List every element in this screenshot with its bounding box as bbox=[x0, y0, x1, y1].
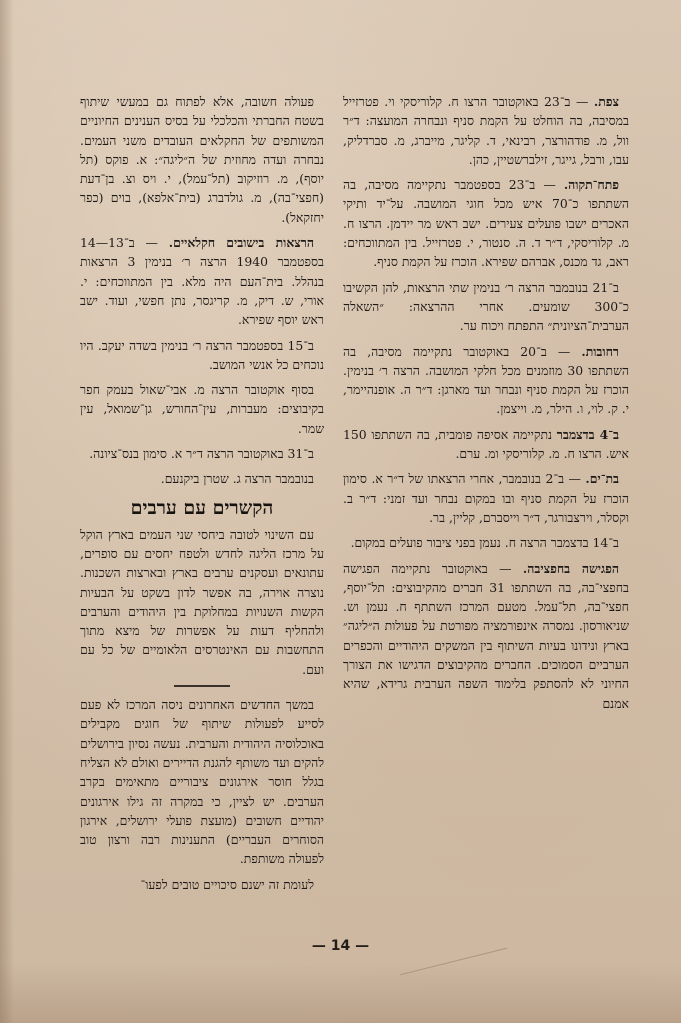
right-column bbox=[343, 92, 629, 719]
paragraph-text: בנובמבר הרצה ג. שטרן ביקנעם. bbox=[160, 471, 314, 487]
paragraph-lead: רחובות. bbox=[581, 343, 619, 359]
paragraph-petah-tikva-lectures bbox=[343, 278, 629, 336]
paragraph-rehovot bbox=[343, 342, 629, 419]
paragraph-prospects bbox=[80, 875, 324, 894]
paragraph-petah-tikva bbox=[343, 175, 629, 271]
paragraph-ness-ziona bbox=[80, 444, 324, 463]
paragraph-text: — ב־13—14 בספטמבר 1940 הרצה ר׳ בנימין 3 הרצאות בנהלל. בית־העם היה מלא. בין המתווכחים: י. אורי, ש. דיק, מ. קריגסר, נתן חפשי, ועוד. ישב ראש יוסף שפירא. bbox=[80, 235, 324, 328]
paragraph-relations-intro bbox=[80, 525, 324, 679]
paragraph-lead: פתח־תקוה. bbox=[563, 177, 619, 193]
paragraph-text: במשך החדשים האחרונים ניסה המרכז לא פעם לסייע לפעולות שיתוף של חוגים מקבילים באוכלוסיה היהודית והערבית. נעשה נסיון בירושלים להקים ועד משותף להגנת הדיירים ואולם לא הצליח בגלל חוסר אירגונים ציבוריים מתאימים בקרב הערבים. יש לציין, כי במקרה זה גילו אירגונים יהודיים חשובים (מועצת פועלי ירושלים, אירגון הסוחרים העבריים) התענינות רבה ורצון טוב לפעולה משותפת. bbox=[80, 697, 324, 867]
page-number: — 14 — bbox=[311, 938, 370, 954]
paper-crease bbox=[400, 948, 521, 1023]
paragraph-safed bbox=[343, 92, 629, 169]
paragraph-agricultural-lectures bbox=[80, 233, 324, 329]
paragraph-sde-yaakov bbox=[80, 336, 324, 375]
paragraph-lead: בת־ים. bbox=[585, 471, 619, 487]
paragraph-rehovot-assembly bbox=[343, 425, 629, 464]
paragraph-text: לעומת זה ישנם סיכויים טובים לפעו־ bbox=[140, 876, 314, 892]
paragraph-lead: צפת. bbox=[593, 94, 620, 109]
paragraph-text: נתקיימה אסיפה פומבית, בה השתתפו 150 איש. הרצו ח. מ. קלוריסקי ומ. ערם. bbox=[343, 426, 629, 462]
paragraph-text: ב־21 בנובמבר הרצה ר׳ בנימין שתי הרצאות, להן הקשיבו כ־300 שומעים. אחרי ההרצאה: ״השאלה הערבית־הציונית״ התפתח ויכוח ער. bbox=[343, 279, 629, 334]
paragraph-text: ב־31 באוקטובר הרצה ד״ר א. סימון בנס־ציונה. bbox=[89, 446, 314, 462]
paragraph-text: ב־15 בספטמבר הרצה ר׳ בנימין בשדה יעקב. היו נוכחים כל אנשי המושב. bbox=[80, 337, 324, 372]
paragraph-heftziba-meeting bbox=[343, 559, 629, 713]
paragraph-cooperation bbox=[80, 695, 324, 869]
paragraph-text: — ב־23 באוקטובר הרצו ח. קלוריסקי וי. פטרזייל במסיבה, בה הוחלט על הקמת סניף ונבחרה המועצה: ד״ר וול, מ. פודהורצר, רבינאי, ד. קליגר, מייברג, מ. סברדליק, עבו, ורבל, גייגר, זילברשטיין, כהן. bbox=[343, 94, 629, 167]
paragraph-text: — באוקטובר נתקיימה הפגישה בחפצי־בה, בה השתתפו 31 חברים מהקיבוצים: תל־יוסף, חפצי־בה, תל־עמל. מטעם המרכז השתתף ח. נעמן וש. שניאורסון. נמסרה אינפורמציה מפורטת על פעולות ה״ליגה״ בארץ ונידונו בעיות השיתוף בין המשקים היהודיים והכפרים הערביים הסמוכים. החברים מהקיבוצים הדגישו את הצורך החיוני לא להסתפק בלימוד השפה הערבית גרידא, שהיא אמנם bbox=[343, 560, 629, 711]
paragraph-text: עם השינוי לטובה ביחסי שני העמים בארץ הוקל על מרכז הליגה לחדש ולטפח יחסים עם סופרים, עתונאים ועסקנים ערבים בארץ ובארצות השכנות. נוצרה אוירה, בה אפשר לדון בשקט על הבעיות הקשות השנויות במחלוקת בין היהודים והערבים ולהחליף דעות על אפשרות של מיצא מתוך התחשבות עם האינטרסים הלאומיים של כל עם ועם. bbox=[80, 526, 324, 677]
paragraph-lead: ב־4 בדצמבר bbox=[556, 426, 620, 442]
paragraph-bat-yam bbox=[343, 469, 629, 527]
paragraph-text: פעולה חשובה, אלא לפתוח גם במעשי שיתוף בשטח החברתי והכלכלי על בסיס הענינים החיוניים המשותפים של החקלאים העובדים משני העמים. נבחרה ועדה מחוזית של ה״ליגה״: א. פוקס (תל יוסף), מ. רוזיקוב (תל־עמל), י. ויס וצ. בן־דעת (חפצי־בה), מ. גולדברג (בית־אלפא), בוים (כפר יחזקאל). bbox=[80, 94, 324, 225]
section-heading: הקשרים עם ערבים bbox=[130, 496, 274, 519]
paragraph-lead: הרצאות בישובים חקלאיים. bbox=[168, 235, 315, 251]
paragraph-bat-yam-lecture bbox=[343, 533, 629, 552]
paragraph-text: בסוף אוקטובר הרצה מ. אבי־שאול בעמק חפר בקיבוצים: מעברות, עין־החורש, גן־שמואל, עין שמר. bbox=[80, 382, 324, 436]
paragraph-text: — ב־23 בספטמבר נתקיימה מסיבה, בה השתתפו כ־70 איש מכל חוגי המושבה. על־יד ותיקי האכרים ישבו פועלים צעירים. ישב ראש מר יידמן. הרצו ח. מ. קלוריסקי, ד״ר ד. ה. סנטור, י. פטרזייל. בין המתווכחים: ראב, גד מכנס, אברהם שפירא. הוכרז על הקמת סניף. bbox=[343, 177, 629, 270]
left-column bbox=[80, 92, 324, 900]
paragraph-lead: הפגישה בחפציבה. bbox=[522, 560, 619, 576]
paragraph-text: — ב־20 באוקטובר נתקיימה מסיבה, בה השתתפו 30 מוזמנים מכל חלקי המושבה. הרצה ר׳ בנימין. הוכרז על הקמת סניף ונבחר ועד מארגן: ד״ר ה. אופנהיימר, י. ק. לוי, ו. הילר, מ. וייצמן. bbox=[343, 343, 629, 417]
paragraph-text: — ב־2 בנובמבר, אחרי הרצאתו של ד״ר א. סימון הוכרז על הקמת סניף ובו במקום נבחר ועד זמני: ד״ר ב. וקסלר, וירצבורגר, ד״ר וייסברם, קליין, בר. bbox=[343, 471, 629, 525]
paragraph-text: ב־14 בדצמבר הרצה ח. נעמן בפני ציבור פועלים במקום. bbox=[350, 535, 619, 551]
paragraph-emek-hefer bbox=[80, 380, 324, 438]
paragraph-yokneam bbox=[80, 469, 324, 488]
section-divider bbox=[174, 685, 230, 687]
paragraph-continued bbox=[80, 92, 324, 227]
